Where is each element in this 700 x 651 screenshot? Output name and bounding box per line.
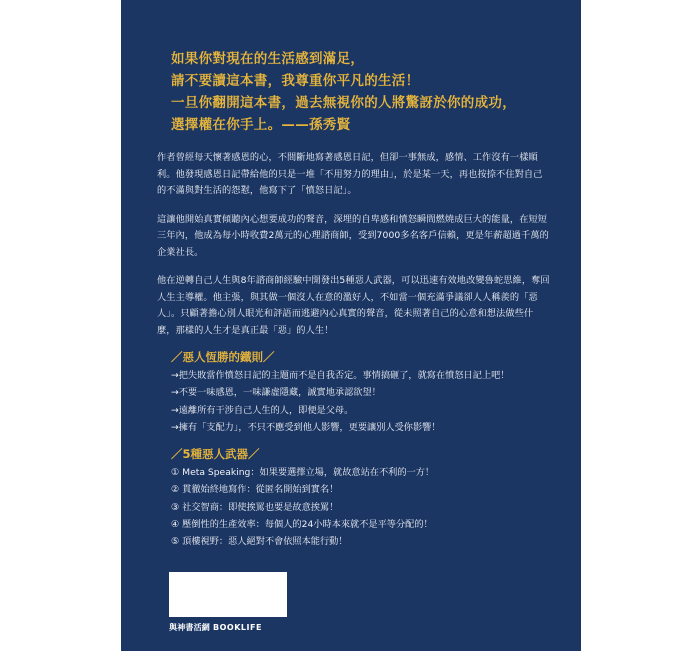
section-title-weapons: ／5種惡人武器／ (171, 447, 260, 461)
list-item: →擁有「支配力」，不只不應受到他人影響，更要讓別人受你影響！ (171, 421, 441, 433)
weapons-list (171, 464, 551, 550)
list-item: ① Meta Speaking：如果要選擇立場，就故意站在不利的一方！ (171, 467, 435, 478)
quote-line: 請不要讀這本書，我尊重你平凡的生活！ (171, 73, 420, 89)
paragraph: 這讓他開始真實傾聽內心想要成功的聲音，深埋的自卑感和憤怒瞬間燃燒成巨大的能量，在短短三年內，他成為每小時收費2萬元的心理諮商師，受到7000多名客戶信賴，更是年薪超過千萬的企業社長。 (157, 213, 549, 258)
paragraph: 作者曾經每天懷著感恩的心，不間斷地寫著感恩日記，但卻一事無成，感情、工作沒有一樣順利。他發現感恩日記帶給他的只是一堆「不用努力的理由」，於是某一天，再也按捺不住對自己的不滿與對生活的怨懟，他寫下了「憤怒日記」。 (157, 152, 543, 196)
list-item: →不要一味感恩，一味謙虛隱藏，誠實地承認欲望！ (171, 387, 381, 399)
list-item: ⑤ 頂樓視野：惡人絕對不會依照本能行動！ (171, 536, 348, 548)
booklife-logo: BOOKLIFE (213, 623, 262, 632)
list-item: →遠離所有干涉自己人生的人，即便是父母。 (171, 404, 354, 416)
cover-quote (171, 48, 561, 136)
list-item: →把失敗當作憤怒日記的主題而不是自我否定。事情搞砸了，就寫在憤怒日記上吧！ (171, 370, 510, 381)
publisher-logo (169, 622, 262, 633)
section-title-rules: ／惡人恆勝的鐵則／ (171, 350, 275, 364)
quote-line: 如果你對現在的生活感到滿足， (171, 51, 365, 67)
book-back-cover (121, 0, 581, 651)
paragraph: 他在逆轉自己人生與8年諮商師經驗中開發出5種惡人武器，可以迅速有效地改變魯蛇思維，奪回人生主導權。他主張，與其做一個沒人在意的濫好人，不如當一個充滿爭議卻人人稱羨的「惡人」。只顧著擔心別人眼光和評語而逃避內心真實的聲音，從未照著自己的心意和想法做些什麼，那樣的人生才是真正最「惡」的人生！ (157, 275, 550, 336)
quote-line: 選擇權在你手上。——孫秀賢 (171, 117, 351, 133)
description-text (157, 150, 550, 351)
quote-line: 一旦你翻開這本書，過去無視你的人將驚訝於你的成功， (171, 95, 516, 111)
rules-list (171, 367, 551, 436)
list-item: ③ 社交智商：即使挨罵也要是故意挨罵！ (171, 501, 339, 513)
list-item: ② 貫徹始終地寫作：從匿名開始到實名！ (171, 484, 339, 496)
list-item: ④ 壓倒性的生產效率：每個人的24小時本來就不是平等分配的！ (171, 518, 433, 530)
barcode-area (169, 572, 287, 617)
publisher-name: 與神書活網 (169, 623, 210, 632)
